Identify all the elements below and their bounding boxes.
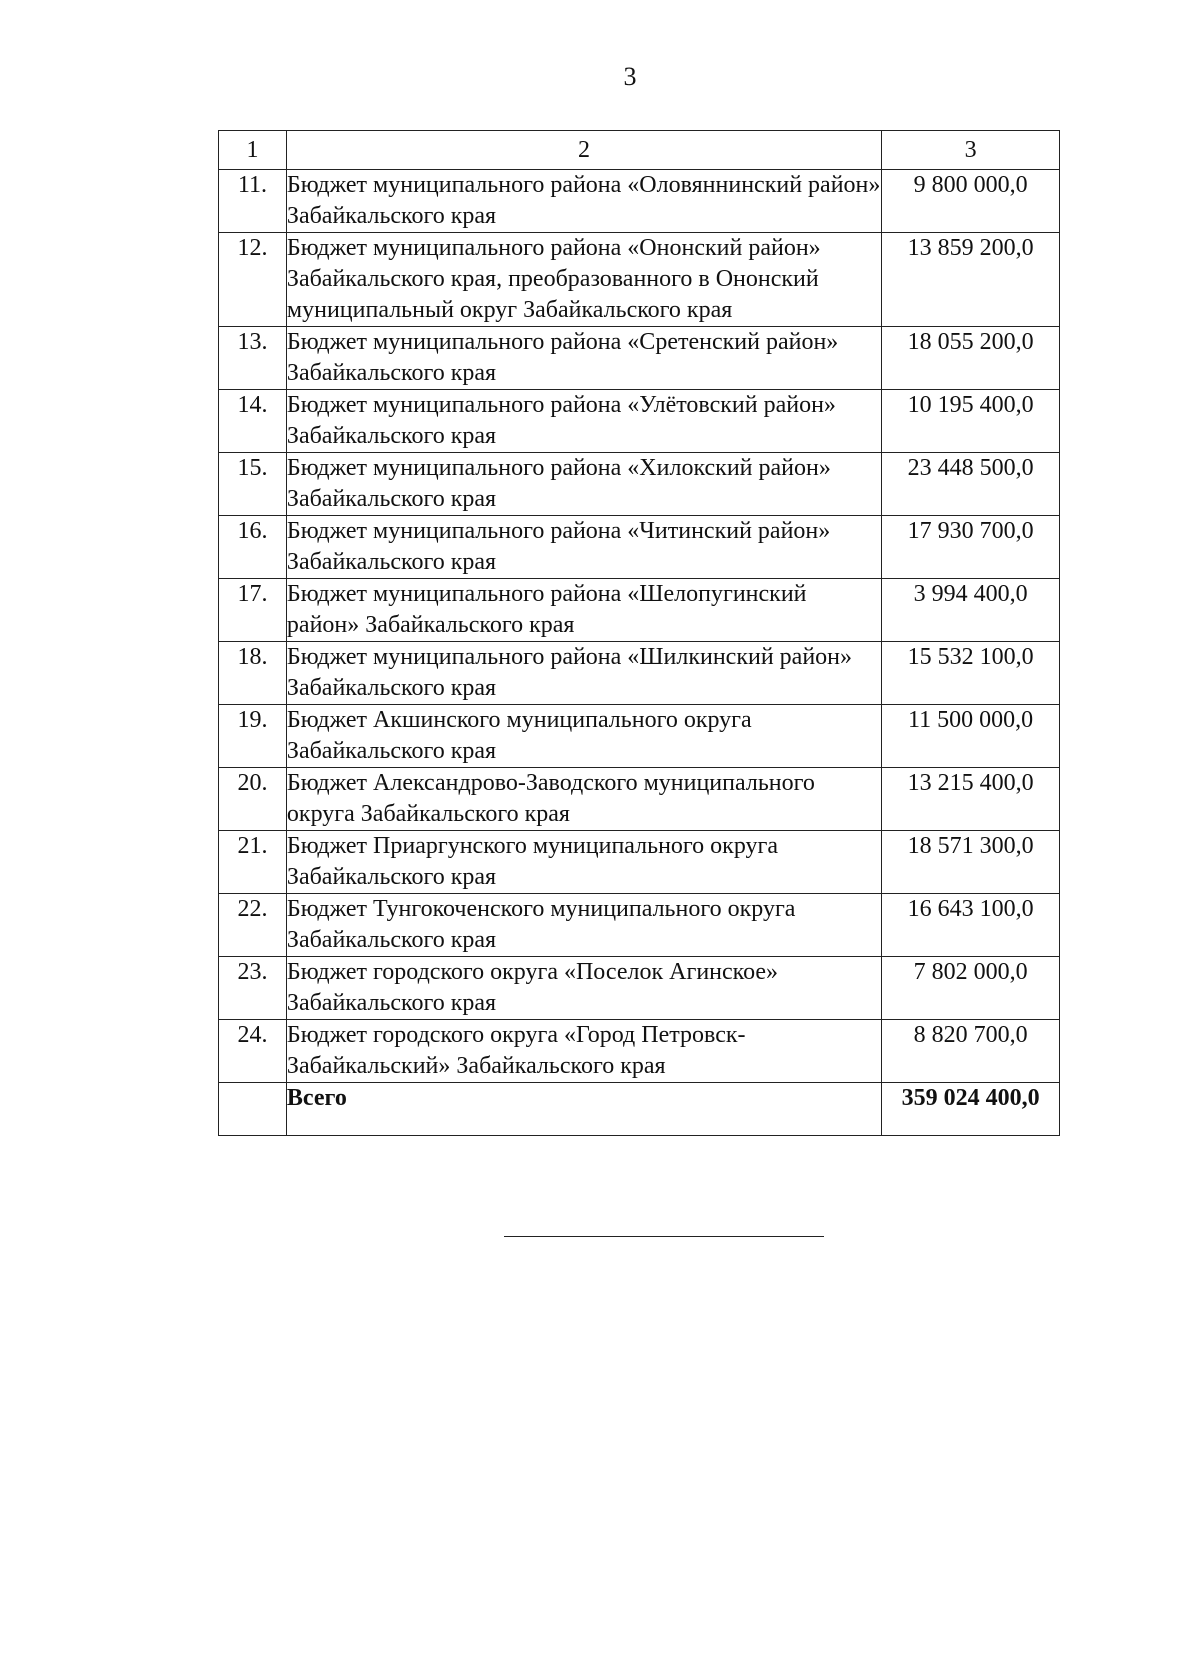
column-header-number: 1 [219, 131, 287, 170]
row-name-cell: Бюджет городского округа «Поселок Агинское» Забайкальского края [286, 957, 881, 1020]
total-label: Всего [286, 1083, 881, 1136]
row-amount-cell: 17 930 700,0 [882, 516, 1060, 579]
row-number-cell: 14. [219, 390, 287, 453]
row-amount-cell: 23 448 500,0 [882, 453, 1060, 516]
row-amount-cell: 13 859 200,0 [882, 233, 1060, 327]
row-name-cell: Бюджет Приаргунского муниципального округа Забайкальского края [286, 831, 881, 894]
row-amount-cell: 8 820 700,0 [882, 1020, 1060, 1083]
row-name-cell: Бюджет Акшинского муниципального округа Забайкальского края [286, 705, 881, 768]
row-name-cell: Бюджет муниципального района «Шилкинский район» Забайкальского края [286, 642, 881, 705]
row-name-cell: Бюджет муниципального района «Улётовский район» Забайкальского края [286, 390, 881, 453]
row-amount-cell: 13 215 400,0 [882, 768, 1060, 831]
table-row [219, 327, 1060, 390]
column-header-amount: 3 [882, 131, 1060, 170]
row-amount-cell: 10 195 400,0 [882, 390, 1060, 453]
table-row [219, 516, 1060, 579]
row-name-cell: Бюджет муниципального района «Шелопугинский район» Забайкальского края [286, 579, 881, 642]
row-name-cell: Бюджет муниципального района «Оловяннинский район» Забайкальского края [286, 170, 881, 233]
row-amount-cell: 18 055 200,0 [882, 327, 1060, 390]
row-number-cell: 23. [219, 957, 287, 1020]
row-amount-cell: 18 571 300,0 [882, 831, 1060, 894]
page-number: 3 [623, 62, 637, 91]
table-row [219, 642, 1060, 705]
table-total-row [219, 1083, 1060, 1136]
row-number-cell: 13. [219, 327, 287, 390]
table-row [219, 957, 1060, 1020]
row-number-cell: 12. [219, 233, 287, 327]
row-name-cell: Бюджет Тунгокоченского муниципального округа Забайкальского края [286, 894, 881, 957]
budget-table [218, 130, 1060, 1136]
table-row [219, 894, 1060, 957]
total-number-cell [219, 1083, 287, 1136]
closing-rule [504, 1236, 824, 1237]
table-row [219, 390, 1060, 453]
row-number-cell: 17. [219, 579, 287, 642]
column-header-name: 2 [286, 131, 881, 170]
row-amount-cell: 11 500 000,0 [882, 705, 1060, 768]
row-amount-cell: 15 532 100,0 [882, 642, 1060, 705]
table-row [219, 579, 1060, 642]
table-row [219, 1020, 1060, 1083]
table-row [219, 768, 1060, 831]
row-number-cell: 24. [219, 1020, 287, 1083]
row-amount-cell: 7 802 000,0 [882, 957, 1060, 1020]
row-number-cell: 21. [219, 831, 287, 894]
row-number-cell: 15. [219, 453, 287, 516]
row-name-cell: Бюджет Александрово-Заводского муниципального округа Забайкальского края [286, 768, 881, 831]
table-row [219, 831, 1060, 894]
table-row [219, 705, 1060, 768]
row-number-cell: 22. [219, 894, 287, 957]
row-number-cell: 18. [219, 642, 287, 705]
row-name-cell: Бюджет муниципального района «Сретенский район» Забайкальского края [286, 327, 881, 390]
row-number-cell: 20. [219, 768, 287, 831]
table-row [219, 453, 1060, 516]
row-amount-cell: 16 643 100,0 [882, 894, 1060, 957]
row-name-cell: Бюджет муниципального района «Хилокский район» Забайкальского края [286, 453, 881, 516]
table-row [219, 233, 1060, 327]
table-row [219, 170, 1060, 233]
table-header-row [219, 131, 1060, 170]
row-amount-cell: 3 994 400,0 [882, 579, 1060, 642]
row-amount-cell: 9 800 000,0 [882, 170, 1060, 233]
row-number-cell: 19. [219, 705, 287, 768]
row-number-cell: 11. [219, 170, 287, 233]
total-amount: 359 024 400,0 [882, 1083, 1060, 1136]
row-name-cell: Бюджет городского округа «Город Петровск-Забайкальский» Забайкальского края [286, 1020, 881, 1083]
row-name-cell: Бюджет муниципального района «Читинский район» Забайкальского края [286, 516, 881, 579]
row-number-cell: 16. [219, 516, 287, 579]
row-name-cell: Бюджет муниципального района «Ононский район» Забайкальского края, преобразованного в Ононский муниципальный округ Забайкальского края [286, 233, 881, 327]
